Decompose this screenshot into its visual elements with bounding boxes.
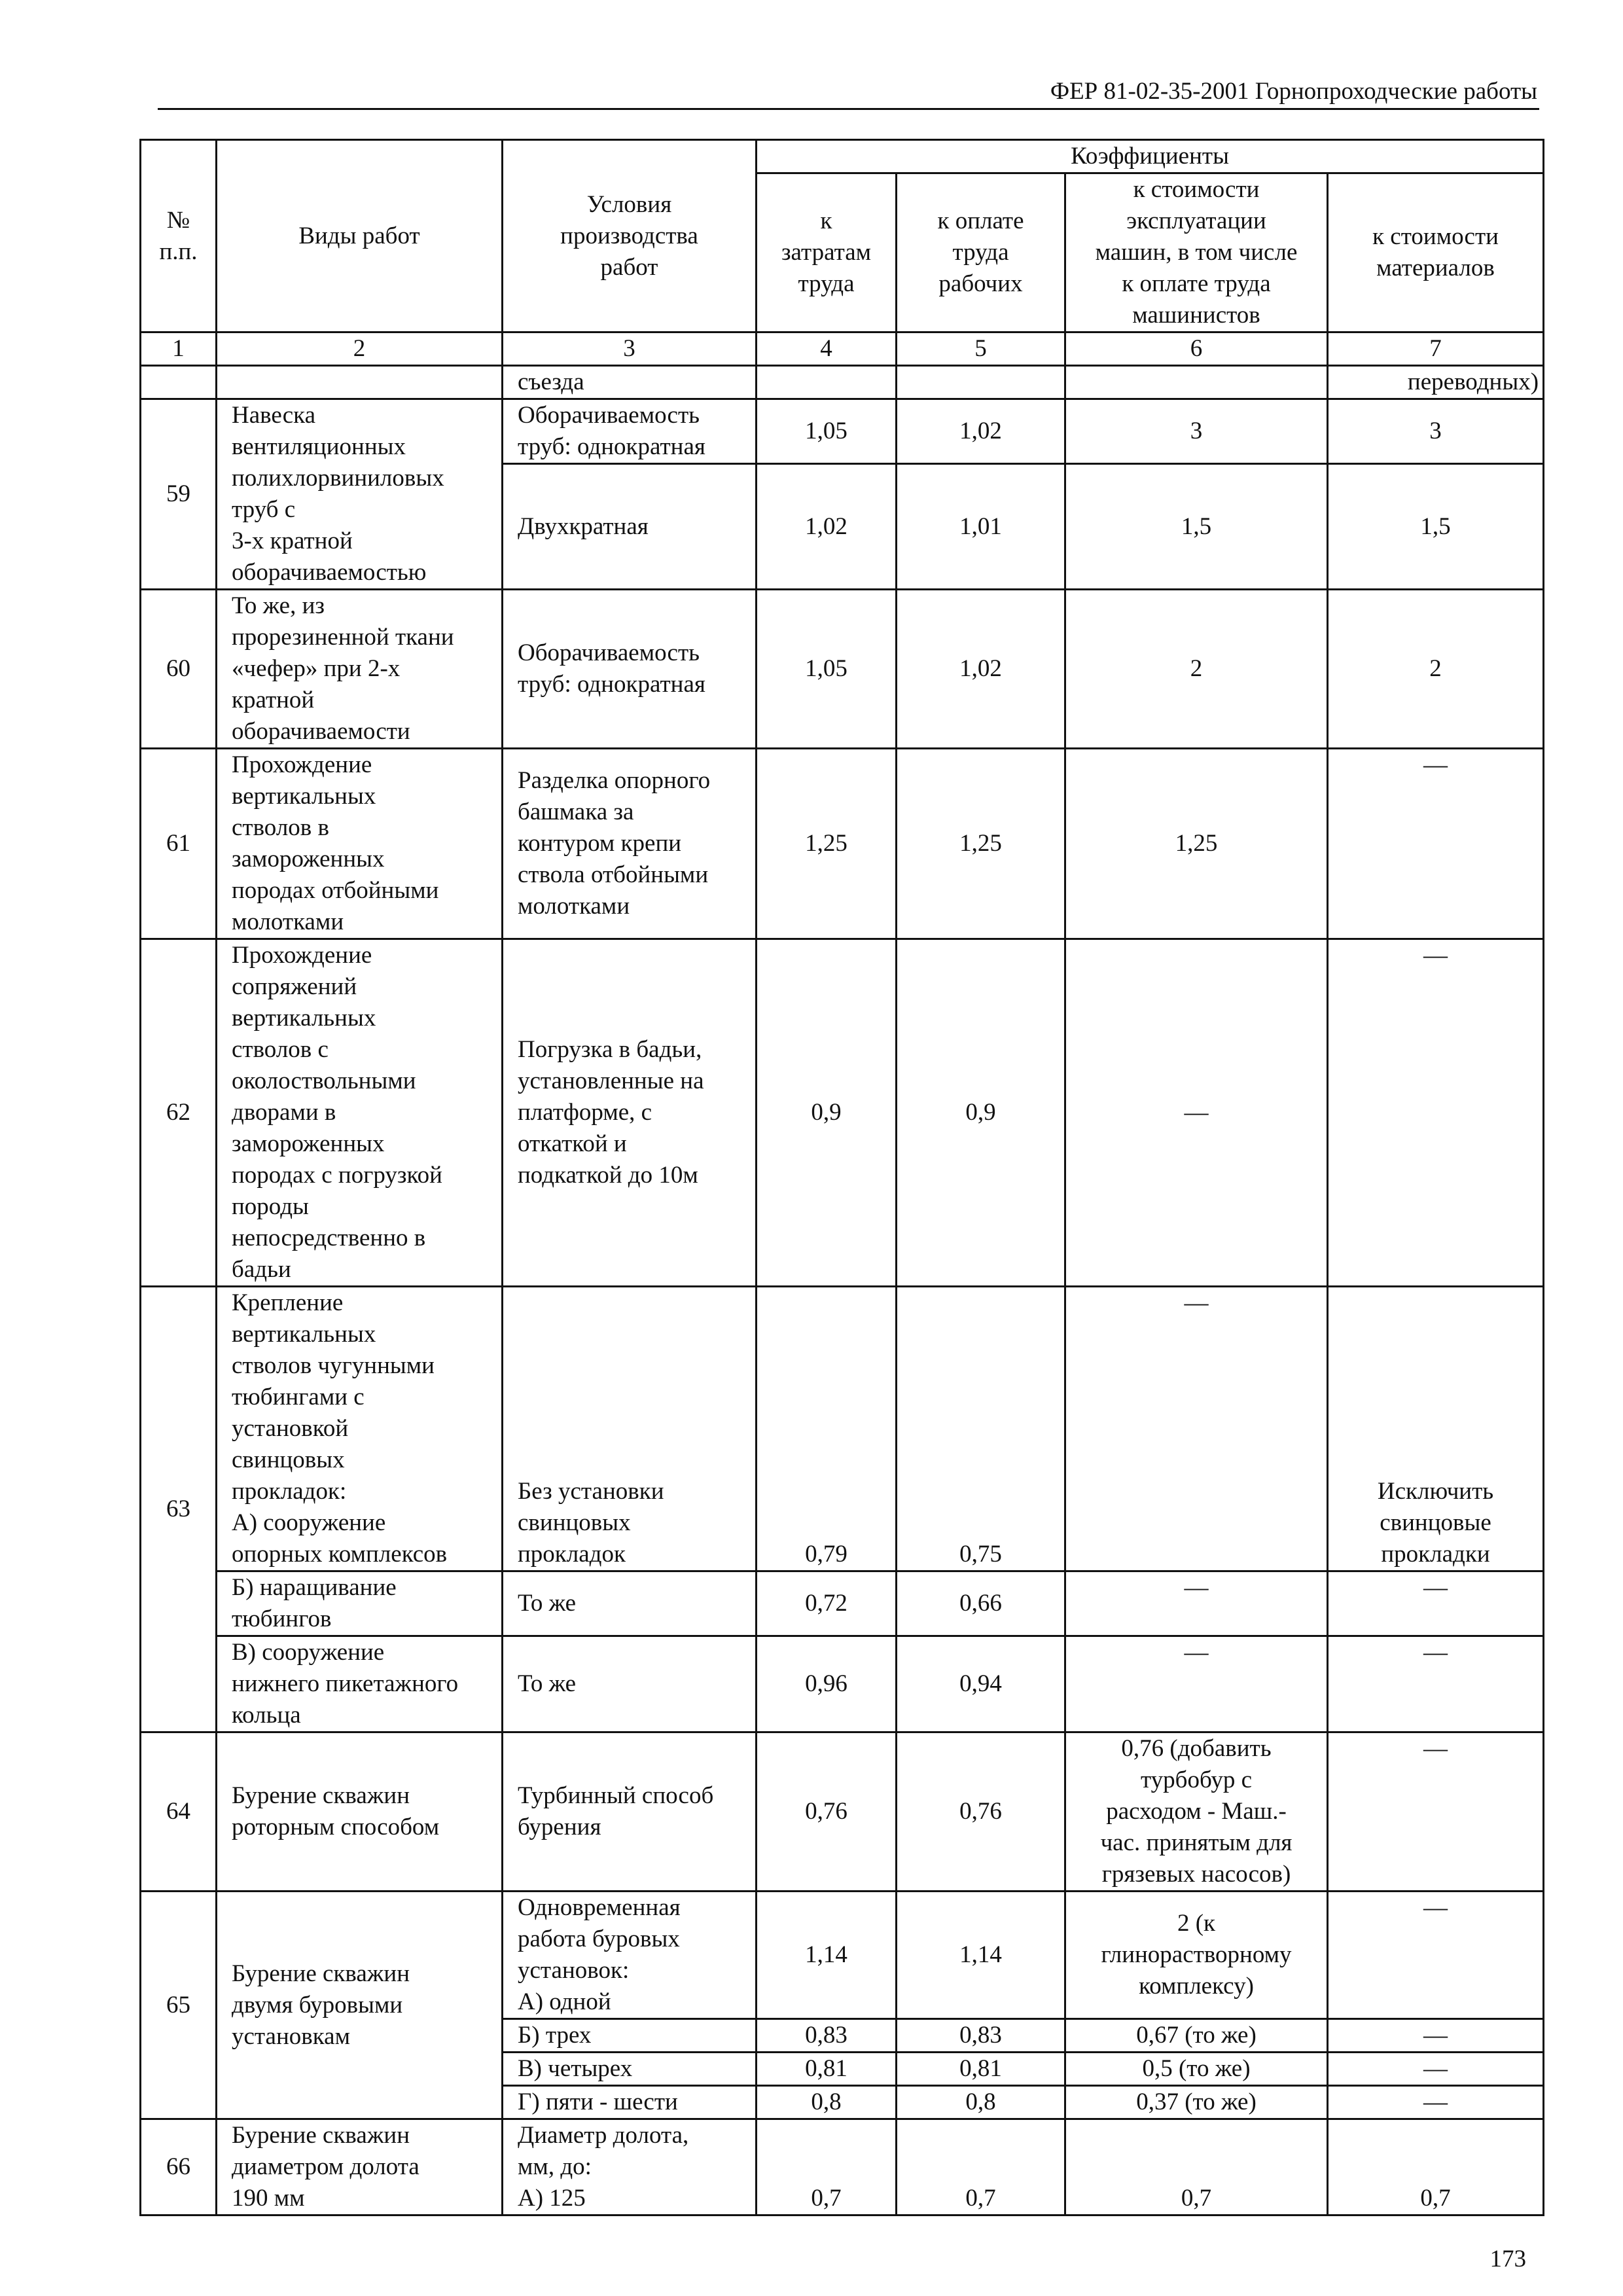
coef-pay: 0,94: [897, 1636, 1065, 1732]
coef-machines: 0,7: [1065, 2119, 1328, 2215]
col-number: 5: [897, 332, 1065, 366]
column-numbers-row: [141, 332, 1544, 366]
coef-pay: 0,75: [897, 1287, 1065, 1571]
coef-machines: 1,25: [1065, 749, 1328, 939]
continuation-materials: переводных): [1328, 366, 1544, 399]
dash: —: [1423, 2055, 1448, 2082]
header-row: [141, 140, 1544, 173]
table-row-61: [141, 749, 1544, 939]
col-header-materials: к стоимости материалов: [1328, 173, 1544, 332]
conditions: Турбинный способ бурения: [503, 1732, 757, 1892]
conditions: Разделка опорного башмака за контуром крепи ствола отбойными молотками: [503, 749, 757, 939]
coef-materials: [1328, 2053, 1544, 2086]
conditions: То же: [503, 1571, 757, 1636]
coef-pay: 1,01: [897, 464, 1065, 590]
col-header-labor: к затратам труда: [757, 173, 897, 332]
coef-machines: 0,37 (то же): [1065, 2086, 1328, 2119]
col-number: 3: [503, 332, 757, 366]
table-row-63b: [141, 1571, 1544, 1636]
col-header-conditions: Условия производства работ: [503, 140, 757, 332]
dash: —: [1423, 1894, 1448, 1921]
document-header: ФЕР 81-02-35-2001 Горнопроходческие работы: [1050, 78, 1537, 105]
dash: —: [1423, 942, 1448, 969]
row-number: 65: [141, 1892, 217, 2119]
work-type: То же, из прорезиненной ткани «чефер» при 2-х кратной оборачиваемости: [217, 590, 503, 749]
dash: —: [1423, 2089, 1448, 2115]
col-number: 1: [141, 332, 217, 366]
coef-pay: 0,76: [897, 1732, 1065, 1892]
conditions: То же: [503, 1636, 757, 1732]
row-number: 66: [141, 2119, 217, 2215]
coef-pay: 1,02: [897, 399, 1065, 464]
coef-pay: 0,7: [897, 2119, 1065, 2215]
coef-materials: [1328, 1732, 1544, 1892]
coef-labor: 0,72: [757, 1571, 897, 1636]
conditions: Диаметр долота, мм, до: А) 125: [503, 2119, 757, 2215]
coef-machines: 0,67 (то же): [1065, 2019, 1328, 2053]
coef-materials: [1328, 1571, 1544, 1636]
row-number: 60: [141, 590, 217, 749]
row-number: 61: [141, 749, 217, 939]
work-type: В) сооружение нижнего пикетажного кольца: [217, 1636, 503, 1732]
coef-labor: 0,81: [757, 2053, 897, 2086]
coef-materials: [1328, 749, 1544, 939]
coef-machines: 1,5: [1065, 464, 1328, 590]
coef-materials: [1328, 939, 1544, 1287]
continuation-row: [141, 366, 1544, 399]
table-row-63a: [141, 1287, 1544, 1571]
coef-pay: 1,25: [897, 749, 1065, 939]
coef-pay: 0,8: [897, 2086, 1065, 2119]
row-number: 63: [141, 1287, 217, 1732]
dash: —: [1423, 751, 1448, 778]
coef-materials: [1328, 1892, 1544, 2019]
coef-machines: 2: [1065, 590, 1328, 749]
dash: —: [1184, 1289, 1209, 1316]
table-row-60: [141, 590, 1544, 749]
coef-materials: [1328, 1636, 1544, 1732]
coef-pay: 1,14: [897, 1892, 1065, 2019]
dash: —: [1423, 1574, 1448, 1601]
table-row-63c: [141, 1636, 1544, 1732]
dash: —: [1423, 2022, 1448, 2049]
coef-pay: 1,02: [897, 590, 1065, 749]
coef-pay: 0,81: [897, 2053, 1065, 2086]
coef-labor: 1,05: [757, 399, 897, 464]
coef-materials: 0,7: [1328, 2119, 1544, 2215]
coef-machines: [1065, 1571, 1328, 1636]
coef-materials: 1,5: [1328, 464, 1544, 590]
coef-machines: [1065, 1636, 1328, 1732]
row-number: 59: [141, 399, 217, 590]
dash: —: [1423, 1735, 1448, 1762]
col-number: 6: [1065, 332, 1328, 366]
table-row-66: [141, 2119, 1544, 2215]
coef-labor: 0,8: [757, 2086, 897, 2119]
coef-labor: 0,79: [757, 1287, 897, 1571]
coef-machines: 0,5 (то же): [1065, 2053, 1328, 2086]
work-type: Прохождение сопряжений вертикальных стволов с околоствольными дворами в замороженных породах с погрузкой породы непосредственно в бадьи: [217, 939, 503, 1287]
col-header-work: Виды работ: [217, 140, 503, 332]
coef-pay: 0,83: [897, 2019, 1065, 2053]
conditions: Одновременная работа буровых установок: А) одной: [503, 1892, 757, 2019]
coef-labor: 0,9: [757, 939, 897, 1287]
dash: —: [1423, 1639, 1448, 1666]
row-number: 64: [141, 1732, 217, 1892]
table-row-64: [141, 1732, 1544, 1892]
coef-labor: 0,96: [757, 1636, 897, 1732]
conditions: Без установки свинцовых прокладок: [503, 1287, 757, 1571]
col-number: 2: [217, 332, 503, 366]
work-type: Крепление вертикальных стволов чугунными тюбингами с установкой свинцовых прокладок: А) сооружение опорных комплексов: [217, 1287, 503, 1571]
coef-machines: 3: [1065, 399, 1328, 464]
coef-labor: 1,05: [757, 590, 897, 749]
col-header-coefficients: Коэффициенты: [757, 140, 1544, 173]
coef-pay: 0,9: [897, 939, 1065, 1287]
work-type: Навеска вентиляционных полихлорвиниловых труб с 3-х кратной оборачиваемостью: [217, 399, 503, 590]
conditions: Двухкратная: [503, 464, 757, 590]
dash: —: [1184, 1639, 1209, 1666]
conditions: В) четырех: [503, 2053, 757, 2086]
coefficients-table: [139, 139, 1544, 2216]
coef-machines: [1065, 1287, 1328, 1571]
conditions: Г) пяти - шести: [503, 2086, 757, 2119]
col-header-pay: к оплате труда рабочих: [897, 173, 1065, 332]
conditions: Погрузка в бадьи, установленные на платформе, с откаткой и подкаткой до 10м: [503, 939, 757, 1287]
row-number: 62: [141, 939, 217, 1287]
conditions: Б) трех: [503, 2019, 757, 2053]
coef-materials: [1328, 2086, 1544, 2119]
coef-machines: 0,76 (добавить турбобур с расходом - Маш.- час. принятым для грязевых насосов): [1065, 1732, 1328, 1892]
table-row-65a: [141, 1892, 1544, 2019]
work-type: Бурение скважин двумя буровыми установкам: [217, 1892, 503, 2119]
coef-materials: [1328, 2019, 1544, 2053]
page-number: 173: [1489, 2246, 1526, 2272]
conditions: Оборачиваемость труб: однократная: [503, 590, 757, 749]
coef-materials: 2: [1328, 590, 1544, 749]
col-header-num: № п.п.: [141, 140, 217, 332]
dash: —: [1184, 1574, 1209, 1601]
work-type: Бурение скважин диаметром долота 190 мм: [217, 2119, 503, 2215]
header-rule: [158, 108, 1539, 110]
table-row-59a: [141, 399, 1544, 464]
work-type: Прохождение вертикальных стволов в замороженных породах отбойными молотками: [217, 749, 503, 939]
continuation-conditions: съезда: [503, 366, 757, 399]
coef-labor: 1,25: [757, 749, 897, 939]
conditions: Оборачиваемость труб: однократная: [503, 399, 757, 464]
coef-labor: 1,02: [757, 464, 897, 590]
coef-labor: 0,7: [757, 2119, 897, 2215]
col-header-machines: к стоимости эксплуатации машин, в том числе к оплате труда машинистов: [1065, 173, 1328, 332]
coef-pay: 0,66: [897, 1571, 1065, 1636]
col-number: 7: [1328, 332, 1544, 366]
coef-labor: 1,14: [757, 1892, 897, 2019]
table-row-62: [141, 939, 1544, 1287]
coef-materials: Исключить свинцовые прокладки: [1328, 1287, 1544, 1571]
col-number: 4: [757, 332, 897, 366]
coef-materials: 3: [1328, 399, 1544, 464]
coef-labor: 0,83: [757, 2019, 897, 2053]
work-type: Б) наращивание тюбингов: [217, 1571, 503, 1636]
dash: —: [1184, 1099, 1209, 1126]
coef-machines: 2 (к глинорастворному комплексу): [1065, 1892, 1328, 2019]
coef-machines: [1065, 939, 1328, 1287]
work-type: Бурение скважин роторным способом: [217, 1732, 503, 1892]
coef-labor: 0,76: [757, 1732, 897, 1892]
